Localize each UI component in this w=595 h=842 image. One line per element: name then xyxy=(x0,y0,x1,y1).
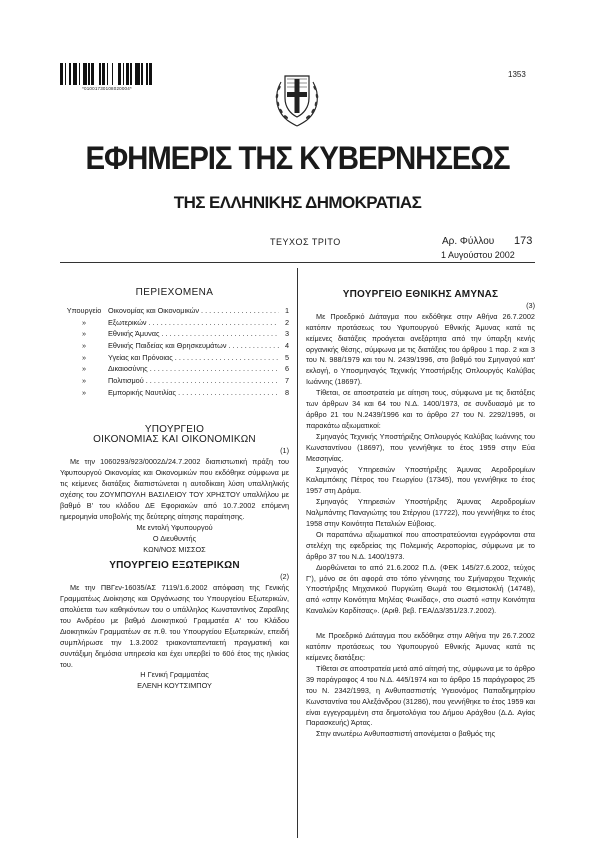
toc-row xyxy=(60,340,289,352)
toc-page: 6 xyxy=(284,364,289,374)
paragraph: Με την 1060293/923/0002Δ/24.7.2002 διαπιστωτική πράξη του Υφυπουργού Οικονομίας και Οικονομικών που εκδόθηκε σύμφωνα με τις κείμενες διατάξεις διαπιστώνεται η αυτοδίκαιη λύση υπαλληλικής σχέσης του ΖΟΥΜΠΟΥΛΗ ΒΑΣΙΛΕΙΟΥ ΤΟΥ ΧΡΗΣΤΟΥ υπαλλήλου με βαθμό Β' του κλάδου ΔΕ Εφοριακών από 10.7.2002 επόμενη ημερομηνία υποβολής της δεύτερης αίτησης παραίτησης. xyxy=(60,457,289,521)
toc-page: 4 xyxy=(284,341,289,351)
toc-heading: ΠΕΡΙΕΧΟΜΕΝΑ xyxy=(135,287,214,298)
paragraph: Οι παραπάνω αξιωματικοί που αποστρατεύονται εγγράφονται στα στελέχη της εφεδρείας της Πολεμικής Αεροπορίας, σύμφωνα με το άρθρο 37 του Ν.Δ. 1400/1973. xyxy=(306,529,535,561)
toc-ministry: » xyxy=(81,317,87,327)
toc-ministry: » xyxy=(81,341,87,351)
toc-page: 1 xyxy=(284,305,289,315)
toc-row xyxy=(60,387,289,399)
paragraph: Με Προεδρικό Διάταγμα που εκδόθηκε στην Αθήνα την 26.7.2002 κατόπιν προτάσεως του Υφυπουργού Εθνικής Άμυνας κατά τις κείμενες διατάξεις: xyxy=(306,631,535,662)
signature-line: Με εντολή Υφυπουργού xyxy=(136,522,213,532)
header-divider xyxy=(60,262,535,263)
national-emblem-icon xyxy=(271,66,323,128)
toc-title: Δικαιοσύνης xyxy=(108,364,148,374)
section-number: (3) xyxy=(526,300,535,310)
paragraph: Διορθώνεται το από 21.6.2002 Π.Δ. (ΦΕΚ 145/27.6.2002, τεύχος Γ'), μόνο σε ότι αφορά στο τόπο γέννησης του Σμήναρχου Τεχνικής Υποστήριξης Μηχανικού Πυργιώτη Θωμά του Θεμιστοκλή (14748), από «στην Κοινότητα Μηλέας Φωκίδας», στο σωστό «στην Κοινότητα Καναλιών Καρδίτσας». (Αριθ. βεβ. ΓΕΑ/Δ3/351/23.7.2002). xyxy=(306,562,535,616)
issue-label: ΤΕΥΧΟΣ ΤΡΙΤΟ xyxy=(270,237,341,247)
right-column xyxy=(306,290,535,740)
signature-name: ΕΛΕΝΗ ΚΟΥΤΣΙΜΠΟΥ xyxy=(137,681,212,691)
toc-ministry: » xyxy=(81,387,87,397)
toc-title: Υγείας και Πρόνοιας xyxy=(108,352,173,362)
section-number: (1) xyxy=(280,446,289,456)
page-number: 1353 xyxy=(508,70,526,79)
sheet-number-label: Αρ. Φύλλου xyxy=(442,236,495,247)
paragraph: Σμηναγός Υπηρεσιών Υποστήριξης Άμυνας Αεροδρομίων Καλαμπόκης Πέτρος του Γεωργίου (17345), που γεννήθηκε το έτος 1957 στη Δράμα. xyxy=(306,464,535,496)
signature-line: Η Γενική Γραμματέας xyxy=(140,670,209,680)
toc-row xyxy=(60,375,289,387)
paragraph: Τίθεται σε αποστρατεία μετά από αίτησή της, σύμφωνα με το άρθρο 39 παράγραφος 4 του Ν.Δ. 445/1974 και το άρθρο 15 παράγραφος 25 του Ν. 2342/1993, η Ανθυπασπιστής Υγειονόμος Παπαδημητρίου Κωνσταντίνα του Αλεξάνδρου (31286), που γεννήθηκε το έτος 1959 και είναι εγγεγραμμένη στα δημοτολόγια του Δήμου Αράχθου (Δ.Δ. Αγίας Παρασκευής) Άρτας. xyxy=(306,663,535,728)
toc-row xyxy=(60,363,289,375)
paragraph: Με Προεδρικό Διάταγμα που εκδόθηκε στην Αθήνα 26.7.2002 κατόπιν προτάσεως του Υφυπουργού Εθνικής Άμυνας κατά τις κείμενες διατάξεις προάγεται ανεξάρτητα από την ύπαρξη κενής οργανικής θέσης, σύμφωνα με τις διατάξεις του άρθρου 1 παρ. 2 και 3 του Ν. 988/1979 και του Ν. 2439/1996, στο βαθμό του Σμηναγού κατ' εκλογή, ο Υποσμηναγός Τεχνικής Υποστήριξης Οπλουργός Καλύβας Ιωάννης (18697). xyxy=(306,311,535,387)
toc-ministry: » xyxy=(81,329,87,339)
toc-title: Εθνικής Παιδείας και Θρησκευμάτων xyxy=(108,341,227,351)
paragraph: Σμηναγός Τεχνικής Υποστήριξης Οπλουργός Καλύβας Ιωάννης του Κωνσταντίνου (18697), που γεννήθηκε το έτος 1959 στην Εύα Μεσσηνίας. xyxy=(306,431,535,463)
toc-title: Εθνικής Άμυνας xyxy=(108,329,160,339)
paragraph: Στην ανωτέρω Ανθυπασπιστή απονέμεται ο βαθμός της xyxy=(316,729,496,739)
section-heading: ΟΙΚΟΝΟΜΙΑΣ ΚΑΙ ΟΙΚΟΝΟΜΙΚΩΝ xyxy=(93,434,256,446)
toc-page: 5 xyxy=(284,352,289,362)
toc-ministry: » xyxy=(81,352,87,362)
toc-ministry: » xyxy=(81,364,87,374)
barcode-number: *01001730108020004* xyxy=(82,86,132,91)
section-heading: ΥΠΟΥΡΓΕΙΟ xyxy=(144,423,205,435)
table-of-contents xyxy=(60,305,289,399)
toc-page: 7 xyxy=(284,376,289,386)
toc-page: 3 xyxy=(284,329,289,339)
toc-page: 2 xyxy=(284,317,289,327)
paragraph: Σμηναγός Υπηρεσιών Υποστήριξης Άμυνας Αεροδρομίων Ναλμπάντης Παναγιώτης του Στέργιου (17722), που γεννήθηκε το έτος 1958 στην Κοινότητα Πεταλιών Εύβοιας. xyxy=(306,497,535,529)
toc-ministry: » xyxy=(81,376,87,386)
section-heading: ΥΠΟΥΡΓΕΙΟ ΕΘΝΙΚΗΣ ΑΜΥΝΑΣ xyxy=(342,289,499,300)
issue-date: 1 Αυγούστου 2002 xyxy=(441,250,515,260)
sheet-number: 173 xyxy=(514,235,533,247)
section-heading: ΥΠΟΥΡΓΕΙΟ ΕΞΩΤΕΡΙΚΩΝ xyxy=(109,560,240,572)
paragraph: Τίθεται, σε αποστρατεία με αίτηση τους, σύμφωνα με τις διατάξεις των άρθρων 34 και 64 του Ν.Δ. 1400/1973, σε συνδυασμό με το άρθρο 21 του Ν.2439/1996 και το άρθρο 27 του Ν. 2292/1995, οι παρακάτω αξιωματικοί: xyxy=(306,388,535,430)
toc-title: Πολιτισμού xyxy=(108,376,144,386)
section-number: (2) xyxy=(280,572,289,582)
barcode xyxy=(60,63,154,85)
signature-line: Ο Διευθυντής xyxy=(152,533,197,543)
toc-row xyxy=(60,352,289,364)
toc-title: Εμπορικής Ναυτιλίας xyxy=(108,387,177,397)
left-column xyxy=(60,288,289,692)
signature-name: ΚΩΝ/ΝΟΣ ΜΙΣΣΟΣ xyxy=(143,544,206,554)
toc-row xyxy=(60,305,289,317)
toc-row xyxy=(60,317,289,329)
toc-title: Οικονομίας και Οικονομικών xyxy=(108,305,199,315)
gazette-subtitle: ΤΗΣ ΕΛΛΗΝΙΚΗΣ ΔΗΜΟΚΡΑΤΙΑΣ xyxy=(173,193,422,212)
paragraph: Με την ΠΒΓεν-16035/ΑΣ 7119/1.6.2002 απόφαση της Γενικής Γραμματέως Διοίκησης και Οργάνωσης του Υπουργείου Εξωτερικών, απολύεται των καθηκόντων του ο υπάλληλος Κωνσταντίνος Ζαραΐλης του Ανδρέου με βαθμό Διοικητικού Γραμματέα Α' του Κλάδου Διοικητικών Γραμματέων σε π.θ. του Υπουργείου Εξωτερικών, επειδή συμπλήρωσε την 1.3.2002 τριακονταπενταετή πραγματική και συντάξιμη δημόσια υπηρεσία και έχει υπερβεί το 60ό έτος της ηλικίας του. xyxy=(60,583,289,669)
toc-ministry: Υπουργείο xyxy=(66,305,102,315)
gazette-title: ΕΦΗΜΕΡΙΣ ΤΗΣ ΚΥΒΕΡΝΗΣΕΩΣ xyxy=(85,140,510,176)
toc-row xyxy=(60,328,289,340)
toc-title: Εξωτερικών xyxy=(108,317,147,327)
column-divider xyxy=(297,268,298,838)
toc-page: 8 xyxy=(284,387,289,397)
